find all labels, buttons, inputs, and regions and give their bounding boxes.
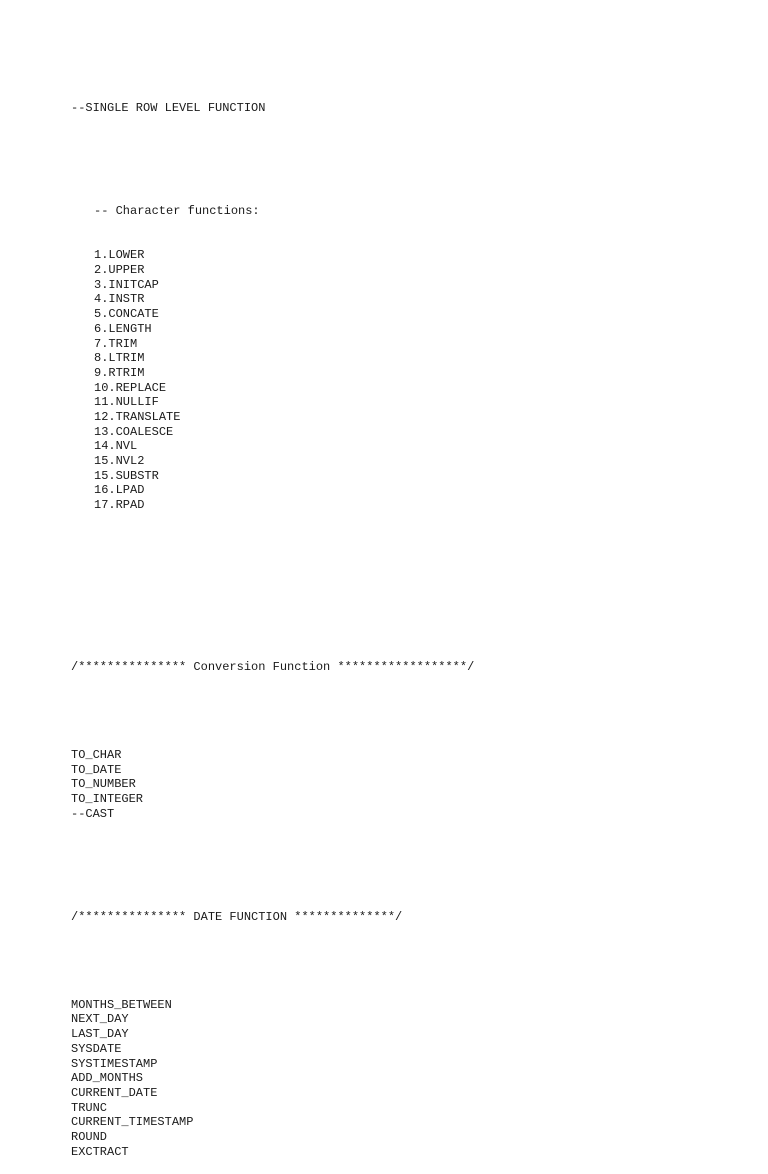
list-item-number: 15. [94, 454, 116, 469]
list-item: ROUND [71, 1129, 108, 1144]
list-item-number: 14. [94, 439, 116, 454]
list-item [71, 307, 474, 322]
list-item: TRUNC [71, 1100, 108, 1115]
character-functions-list [71, 248, 474, 512]
list-item-name: LOWER [108, 248, 145, 263]
list-item: --CAST [71, 806, 115, 821]
list-item [71, 439, 474, 454]
list-item-name: NVL [115, 439, 138, 454]
list-item-number: 3. [94, 277, 109, 292]
list-item-number: 9. [94, 365, 109, 380]
spacer [71, 557, 474, 572]
list-item [71, 381, 474, 396]
list-item-name: NULLIF [115, 395, 159, 410]
page-heading: --SINGLE ROW LEVEL FUNCTION [71, 101, 266, 116]
conversion-functions-list [71, 748, 474, 821]
list-item [71, 469, 474, 484]
list-item-name: INSTR [108, 292, 145, 307]
list-item-number: 2. [94, 263, 109, 278]
spacer [71, 601, 474, 616]
list-item [71, 425, 474, 440]
list-item: SYSDATE [71, 1041, 122, 1056]
list-item: NEXT_DAY [71, 1012, 129, 1027]
list-item: SYSTIMESTAMP [71, 1056, 158, 1071]
list-item [71, 498, 474, 513]
list-item-name: NVL2 [115, 454, 145, 469]
list-item-number: 17. [94, 498, 116, 513]
list-item-name: UPPER [108, 263, 145, 278]
list-item [71, 263, 474, 278]
list-item-number: 12. [94, 409, 116, 424]
list-item-number: 4. [94, 292, 109, 307]
list-item-number: 5. [94, 307, 109, 322]
conversion-functions-title: /*************** Conversion Function ******************/ [71, 659, 475, 674]
list-item: EXCTRACT [71, 1144, 129, 1159]
list-item: TO_DATE [71, 762, 122, 777]
list-item [71, 278, 474, 293]
list-item-name: TRANSLATE [115, 409, 181, 424]
list-item: CURRENT_TIMESTAMP [71, 1115, 194, 1130]
list-item-name: RTRIM [108, 365, 145, 380]
list-item: TO_CHAR [71, 747, 122, 762]
list-item: LAST_DAY [71, 1027, 129, 1042]
character-functions-title: -- Character functions: [94, 204, 260, 219]
list-item-number: 15. [94, 468, 116, 483]
list-item: MONTHS_BETWEEN [71, 997, 172, 1012]
list-item-name: LTRIM [108, 351, 145, 366]
list-item-name: CONCATE [108, 307, 159, 322]
list-item-name: RPAD [115, 498, 145, 513]
list-item [71, 483, 474, 498]
spacer [71, 704, 474, 719]
spacer [71, 146, 474, 161]
date-functions-list [71, 998, 474, 1160]
list-item [71, 351, 474, 366]
list-item-name: INITCAP [108, 277, 159, 292]
date-functions-title: /*************** DATE FUNCTION **************/ [71, 909, 403, 924]
list-item-name: TRIM [108, 336, 138, 351]
list-item: CURRENT_DATE [71, 1085, 158, 1100]
list-item [71, 410, 474, 425]
list-item: TO_INTEGER [71, 792, 144, 807]
list-item-number: 7. [94, 336, 109, 351]
list-item-name: COALESCE [115, 424, 174, 439]
document-body [71, 72, 474, 1174]
list-item-number: 1. [94, 248, 109, 263]
list-item-number: 8. [94, 351, 109, 366]
list-item [71, 292, 474, 307]
list-item: TO_NUMBER [71, 777, 136, 792]
list-item [71, 248, 474, 263]
list-item [71, 454, 474, 469]
list-item [71, 337, 474, 352]
list-item-number: 10. [94, 380, 116, 395]
spacer [71, 954, 474, 969]
list-item: ADD_MONTHS [71, 1071, 144, 1086]
list-item [71, 322, 474, 337]
list-item-name: SUBSTR [115, 468, 159, 483]
list-item [71, 366, 474, 381]
list-item-name: LPAD [115, 483, 145, 498]
list-item [71, 395, 474, 410]
list-item-number: 13. [94, 424, 116, 439]
list-item-number: 6. [94, 321, 109, 336]
list-item-number: 11. [94, 395, 116, 410]
spacer [71, 866, 474, 881]
list-item-name: REPLACE [115, 380, 167, 395]
list-item-name: LENGTH [108, 321, 152, 336]
list-item-number: 16. [94, 483, 116, 498]
